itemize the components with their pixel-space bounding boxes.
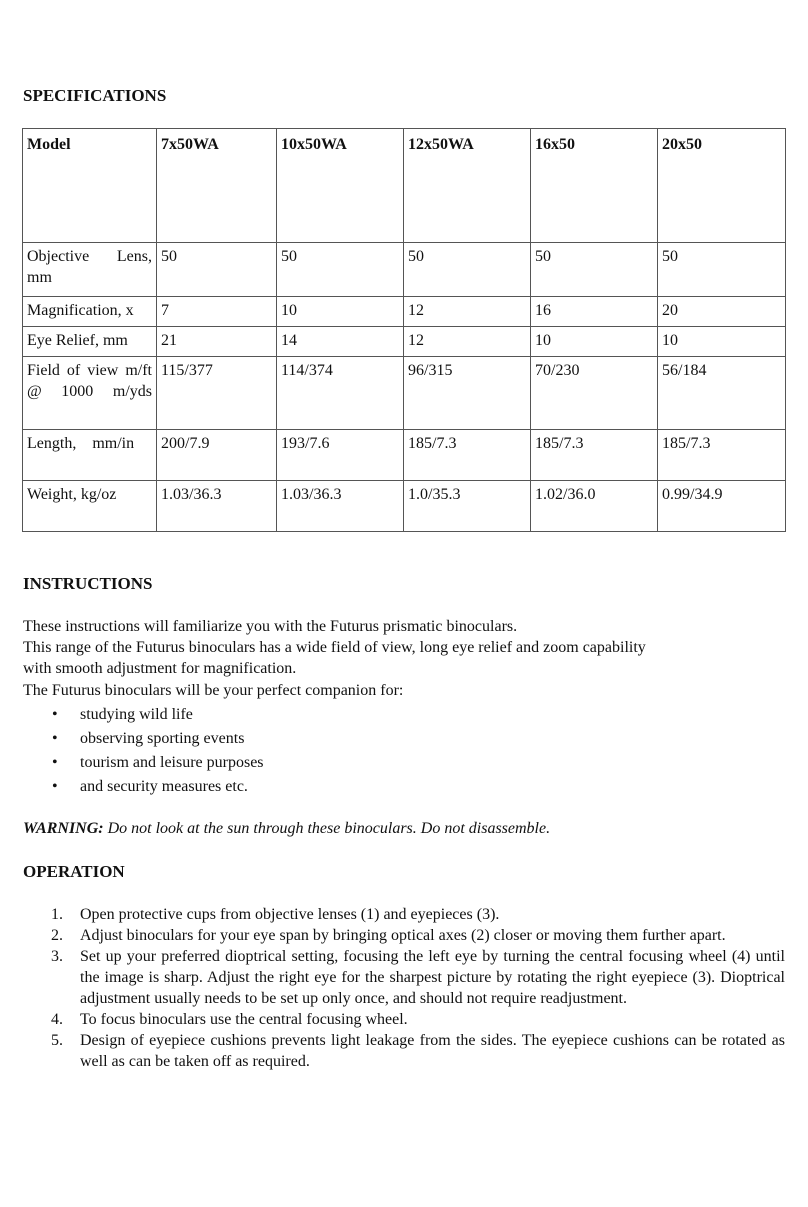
row-label: Field of view m/ft @ 1000 m/yds xyxy=(23,357,157,430)
step-number: 3. xyxy=(51,948,63,965)
step-number: 2. xyxy=(51,927,63,944)
table-cell: 50 xyxy=(277,243,404,297)
table-cell: 50 xyxy=(531,243,658,297)
row-label: Magnification, x xyxy=(23,297,157,327)
warning-notice xyxy=(23,818,550,839)
specifications-table xyxy=(22,128,786,532)
table-cell: 14 xyxy=(277,327,404,357)
table-header-cell: 7x50WA xyxy=(157,129,277,243)
table-header-cell: Model xyxy=(23,129,157,243)
table-cell: 50 xyxy=(157,243,277,297)
table-cell: 1.03/36.3 xyxy=(277,481,404,532)
list-item xyxy=(23,775,264,799)
table-cell: 185/7.3 xyxy=(658,430,786,481)
specifications-heading: SPECIFICATIONS xyxy=(23,86,167,105)
table-cell: 115/377 xyxy=(157,357,277,430)
table-cell: 12 xyxy=(404,327,531,357)
table-cell: 10 xyxy=(277,297,404,327)
row-label: Weight, kg/oz xyxy=(23,481,157,532)
table-cell: 20 xyxy=(658,297,786,327)
warning-label: WARNING: xyxy=(23,820,104,837)
list-item xyxy=(23,727,264,751)
list-item xyxy=(23,946,785,1009)
list-item-text: and security measures etc. xyxy=(80,778,248,795)
step-text: Set up your preferred dioptrical setting, focusing the left eye by turning the central focusing wheel (4) until the image is sharp. Adjust the right eye for the sharpest picture by rotating the right eyepiece (3). Dioptrical adjustment usually needs to be set up only once, and should not require readjustment. xyxy=(80,948,785,1007)
table-cell: 21 xyxy=(157,327,277,357)
table-cell: 50 xyxy=(658,243,786,297)
table-cell: 56/184 xyxy=(658,357,786,430)
table-cell: 10 xyxy=(531,327,658,357)
list-item xyxy=(23,1030,785,1072)
table-row xyxy=(23,243,786,297)
list-item-text: observing sporting events xyxy=(80,730,245,747)
bullet-icon: • xyxy=(52,754,58,771)
warning-text: Do not look at the sun through these binoculars. Do not disassemble. xyxy=(107,820,551,837)
table-cell: 200/7.9 xyxy=(157,430,277,481)
list-item-text: studying wild life xyxy=(80,706,193,723)
list-item xyxy=(23,1009,785,1030)
list-item xyxy=(23,703,264,727)
row-label: Eye Relief, mm xyxy=(23,327,157,357)
step-number: 1. xyxy=(51,906,63,923)
table-cell: 10 xyxy=(658,327,786,357)
intro-paragraph: These instructions will familiarize you with the Futurus prismatic binoculars. xyxy=(23,618,518,635)
step-number: 4. xyxy=(51,1011,63,1028)
list-item-text: tourism and leisure purposes xyxy=(80,754,264,771)
range-paragraph: This range of the Futurus binoculars has a wide field of view, long eye relief and zoom capability with smooth adjustment for magnification. xyxy=(23,639,646,677)
table-cell: 185/7.3 xyxy=(404,430,531,481)
table-header-cell: 10x50WA xyxy=(277,129,404,243)
table-cell: 0.99/34.9 xyxy=(658,481,786,532)
table-header-cell: 16x50 xyxy=(531,129,658,243)
table-cell: 7 xyxy=(157,297,277,327)
table-cell: 70/230 xyxy=(531,357,658,430)
table-cell: 185/7.3 xyxy=(531,430,658,481)
table-row xyxy=(23,297,786,327)
table-cell: 193/7.6 xyxy=(277,430,404,481)
step-number: 5. xyxy=(51,1032,63,1049)
table-cell: 1.0/35.3 xyxy=(404,481,531,532)
list-item xyxy=(23,904,785,925)
table-cell: 50 xyxy=(404,243,531,297)
table-header-cell: 20x50 xyxy=(658,129,786,243)
table-row xyxy=(23,327,786,357)
row-label: Objective Lens, mm xyxy=(23,243,157,297)
table-row xyxy=(23,430,786,481)
bullet-icon: • xyxy=(52,778,58,795)
table-cell: 16 xyxy=(531,297,658,327)
table-cell: 114/374 xyxy=(277,357,404,430)
instructions-heading: INSTRUCTIONS xyxy=(23,574,153,593)
use-cases-list xyxy=(23,703,264,799)
table-header-cell: 12x50WA xyxy=(404,129,531,243)
operation-heading: OPERATION xyxy=(23,862,125,881)
table-cell: 1.03/36.3 xyxy=(157,481,277,532)
operation-steps xyxy=(23,904,785,1072)
step-text: To focus binoculars use the central focusing wheel. xyxy=(80,1011,408,1028)
step-text: Design of eyepiece cushions prevents light leakage from the sides. The eyepiece cushions can be rotated as well as can be taken off as required. xyxy=(80,1032,785,1070)
row-label: Length, mm/in xyxy=(23,430,157,481)
bullet-icon: • xyxy=(52,730,58,747)
table-cell: 1.02/36.0 xyxy=(531,481,658,532)
bullet-icon: • xyxy=(52,706,58,723)
companion-paragraph: The Futurus binoculars will be your perfect companion for: xyxy=(23,682,404,699)
list-item xyxy=(23,925,785,946)
table-cell: 12 xyxy=(404,297,531,327)
table-row xyxy=(23,357,786,430)
table-row xyxy=(23,481,786,532)
table-cell: 96/315 xyxy=(404,357,531,430)
table-header-row xyxy=(23,129,786,243)
list-item xyxy=(23,751,264,775)
step-text: Open protective cups from objective lenses (1) and eyepieces (3). xyxy=(80,906,500,923)
step-text: Adjust binoculars for your eye span by bringing optical axes (2) closer or moving them further apart. xyxy=(80,927,726,944)
